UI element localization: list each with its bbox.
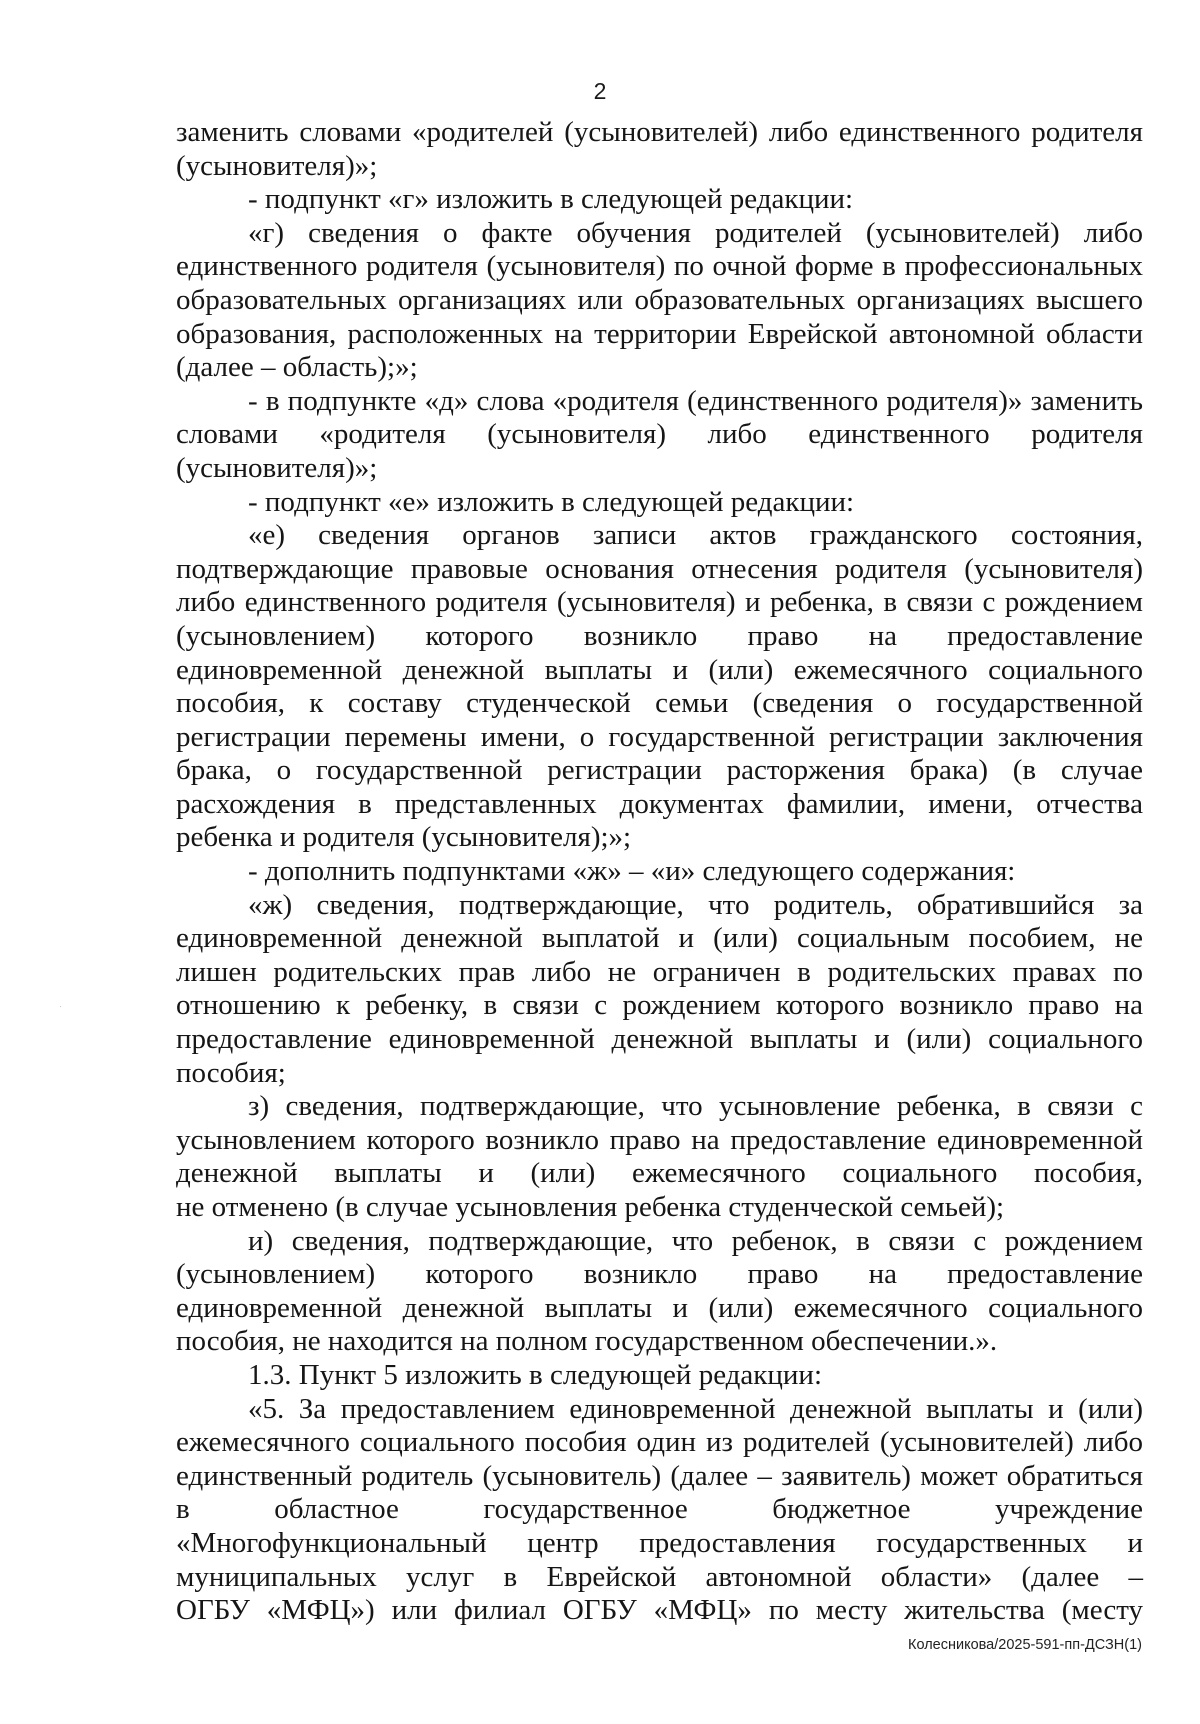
text-line: пособия; xyxy=(176,1056,286,1089)
text-line: словами «родителя (усыновителя) либо единственного родителя xyxy=(176,418,1143,451)
text-line: либо единственного родителя (усыновителя) и ребенка, в связи с рождением xyxy=(176,586,1143,619)
text-line: предоставление единовременной денежной выплаты и (или) социального xyxy=(176,1023,1143,1056)
document-body xyxy=(176,116,1143,1628)
text-line: пособия, не находится на полном государственном обеспечении.». xyxy=(176,1325,998,1358)
text-line: подтверждающие правовые основания отнесения родителя (усыновителя) xyxy=(176,552,1143,585)
text-line: единственного родителя (усыновителя) по очной форме в профессиональных xyxy=(176,250,1143,283)
text-line: расхождения в представленных документах фамилии, имени, отчества xyxy=(176,787,1143,820)
text-line: - в подпункте «д» слова «родителя (единственного родителя)» заменить xyxy=(248,384,1143,417)
text-line: «ж) сведения, подтверждающие, что родитель, обратившийся за xyxy=(248,888,1143,921)
text-line: единовременной денежной выплатой и (или) социальным пособием, не xyxy=(176,922,1143,955)
text-line: и) сведения, подтверждающие, что ребенок, в связи с рождением xyxy=(248,1224,1143,1257)
text-line: регистрации перемены имени, о государственной регистрации заключения xyxy=(176,720,1143,753)
page-number: 2 xyxy=(593,78,607,104)
text-line: «е) сведения органов записи актов гражданского состояния, xyxy=(248,519,1143,552)
text-line: ОГБУ «МФЦ») или филиал ОГБУ «МФЦ» по месту жительства (месту xyxy=(176,1594,1143,1627)
text-line: «Многофункциональный центр предоставления государственных и xyxy=(176,1526,1143,1559)
text-line: 1.3. Пункт 5 изложить в следующей редакции: xyxy=(248,1358,823,1391)
text-line: пособия, к составу студенческой семьи (сведения о государственной xyxy=(176,687,1143,720)
text-line: муниципальных услуг в Еврейской автономной области» (далее – xyxy=(176,1560,1143,1593)
document-reference: Колесникова/2025-591-пп-ДСЗН(1) xyxy=(908,1637,1142,1653)
text-line: з) сведения, подтверждающие, что усыновление ребенка, в связи с xyxy=(248,1090,1143,1123)
text-line: (усыновлением) которого возникло право на предоставление xyxy=(176,1258,1143,1291)
text-line: образовательных организациях или образовательных организациях высшего xyxy=(176,283,1143,316)
text-line: (далее – область);»; xyxy=(176,351,418,384)
text-line: (усыновителя)»; xyxy=(176,149,378,182)
text-line: «г) сведения о факте обучения родителей (усыновителей) либо xyxy=(248,216,1143,249)
text-line: не отменено (в случае усыновления ребенка студенческой семьей); xyxy=(176,1191,1005,1223)
text-line: (усыновителя)»; xyxy=(176,451,378,484)
text-line: единственный родитель (усыновитель) (далее – заявитель) может обратиться xyxy=(176,1459,1143,1492)
text-line: - дополнить подпунктами «ж» – «и» следующего содержания: xyxy=(248,855,1016,888)
text-line: - подпункт «е» изложить в следующей редакции: xyxy=(248,485,855,518)
text-line: лишен родительских прав либо не ограничен в родительских правах по xyxy=(176,955,1143,988)
text-line: - подпункт «г» изложить в следующей редакции: xyxy=(248,183,854,216)
text-line: ежемесячного социального пособия один из родителей (усыновителей) либо xyxy=(176,1426,1143,1459)
text-line: ребенка и родителя (усыновителя);»; xyxy=(176,821,632,854)
text-line: в областное государственное бюджетное учреждение xyxy=(176,1493,1143,1526)
text-line: единовременной денежной выплаты и (или) ежемесячного социального xyxy=(176,653,1143,686)
text-line: «5. За предоставлением единовременной денежной выплаты и (или) xyxy=(248,1392,1143,1425)
text-line: брака, о государственной регистрации расторжения брака) (в случае xyxy=(176,754,1143,787)
text-line: единовременной денежной выплаты и (или) ежемесячного социального xyxy=(176,1291,1143,1324)
text-line: усыновлением которого возникло право на предоставление единовременной xyxy=(176,1123,1143,1156)
text-line: образования, расположенных на территории Еврейской автономной области xyxy=(176,317,1143,350)
text-line: отношению к ребенку, в связи с рождением которого возникло право на xyxy=(176,989,1143,1022)
text-line: денежной выплаты и (или) ежемесячного социального пособия, xyxy=(176,1157,1143,1190)
text-line: заменить словами «родителей (усыновителей) либо единственного родителя xyxy=(176,116,1143,148)
text-line: (усыновлением) которого возникло право на предоставление xyxy=(176,619,1143,652)
scan-artifact xyxy=(60,1006,61,1007)
